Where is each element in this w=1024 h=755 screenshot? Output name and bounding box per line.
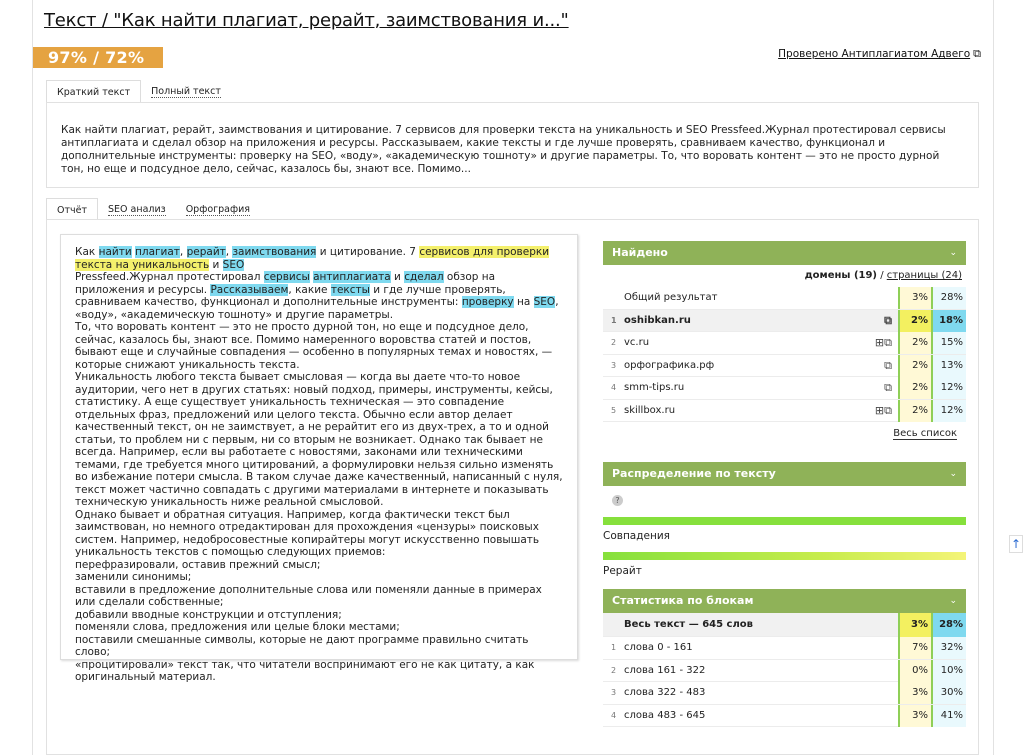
row-name: слова 322 - 483 (624, 687, 706, 698)
text-fragment: поменяли слова, предложения или целые блоки местами; (75, 621, 400, 633)
found-panel (603, 241, 966, 439)
row-number: 4 (611, 710, 617, 720)
text-fragment: Уникальность любого текста бывает смысловая — когда вы даете что-то новое аудитории, чего нет в других статьях: новый подход, примеры, инструменты, кейсы, статистику. А еще существует уникальность техническая — это совпадение отдельных фраз, предложений или целого текста. Обычно если автор делает качественный текст, он не заимствует, а не рерайтит его из двух-трех, а то и одной статьи, то проблем ни с первым, ни со вторым не возникает. Однако так бывает не всегда. Например, если вы работаете с новостями, законами или техническими темами, где требуется много цитирований, а формулировки нельзя сильно изменять во избежание потери смысла. В таком случае даже качественный, написанный с нуля, текст может частично совпадать с другими материалами в интернете и показывать техническую уникальность ниже реальной смысловой. (75, 371, 563, 508)
row-match-percent: 3% (898, 613, 931, 637)
row-number: 5 (611, 405, 617, 415)
highlighted-fragment[interactable]: SEO (222, 258, 245, 271)
stats-block-row[interactable] (603, 660, 966, 683)
row-name: слова 483 - 645 (624, 709, 706, 721)
text-fragment: перефразировали, оставив прежний смысл; (75, 558, 321, 571)
all-list-link[interactable] (603, 422, 966, 439)
tab-label: Полный текст (151, 86, 221, 97)
block-stats-panel (603, 589, 966, 727)
tab-label: Отчёт (57, 205, 88, 216)
verified-label[interactable]: Проверено Антиплагиатом Адвего (778, 48, 971, 60)
source-row[interactable] (603, 400, 966, 423)
row-name: слова 0 - 161 (624, 642, 693, 653)
pages-filter[interactable]: страницы (24) (886, 270, 962, 281)
external-link-icon[interactable]: ⧉ (884, 313, 892, 327)
stats-block-row[interactable] (603, 705, 966, 728)
row-number: 1 (611, 315, 617, 325)
row-match-percent: 3% (898, 682, 931, 704)
tab-short-text[interactable] (46, 80, 141, 102)
text-fragment: , «воду», «академическую тошноту» и другие параметры. (75, 296, 559, 321)
highlighted-fragment[interactable]: плагиат (135, 246, 180, 258)
source-row[interactable] (603, 377, 966, 400)
matches-bar[interactable] (603, 517, 966, 525)
row-match-percent: 0% (898, 660, 931, 682)
stats-title: Статистика по блокам (612, 594, 754, 607)
row-number: 2 (611, 665, 617, 675)
highlighted-fragment[interactable]: тексты (330, 283, 370, 296)
filter-separator: / (877, 270, 887, 281)
highlighted-fragment[interactable]: сервисы (263, 271, 310, 283)
text-fragment: добавили вводные конструкции и отступления; (75, 608, 342, 621)
found-rows (603, 287, 966, 422)
found-filter (603, 265, 966, 287)
stats-block-row[interactable] (603, 637, 966, 660)
row-match-percent: 2% (898, 400, 931, 422)
report-tabs (46, 198, 260, 220)
chevron-down-icon[interactable]: ⌄ (949, 469, 957, 479)
text-fragment: и цитирование. 7 (316, 246, 420, 258)
chevron-down-icon[interactable]: ⌄ (949, 248, 957, 258)
text-fragment: на (513, 296, 534, 308)
help-icon[interactable]: ? (612, 495, 623, 506)
text-fragment: «процитировали» текст так, что читатели воспринимают его не как цитату, а как оригинальный материал. (75, 658, 535, 683)
all-list-label[interactable]: Весь список (893, 428, 957, 439)
row-match-percent: 3% (898, 705, 931, 727)
text-fragment: Pressfeed.Журнал протестировал (75, 271, 264, 283)
row-number: 2 (611, 338, 617, 347)
tab-spelling[interactable] (176, 198, 260, 220)
distribution-header[interactable] (603, 462, 966, 486)
text-fragment: обзор на приложения и ресурсы. (75, 271, 496, 296)
row-rewrite-percent: 28% (931, 287, 966, 309)
row-rewrite-percent: 10% (931, 660, 966, 682)
external-link-icon[interactable]: ⊞⧉ (874, 336, 892, 349)
row-number: 4 (611, 383, 617, 392)
tab-label: Краткий текст (57, 87, 131, 98)
row-rewrite-percent: 13% (931, 355, 966, 377)
highlighted-fragment[interactable]: проверку (461, 296, 514, 308)
text-fragment: и где лучше проверять, сравниваем качество, функционал и дополнительные инструменты: (75, 283, 506, 308)
row-rewrite-percent: 32% (931, 637, 966, 659)
row-rewrite-percent: 12% (931, 377, 966, 399)
tab-seo-analysis[interactable] (98, 198, 176, 220)
source-domain[interactable]: vc.ru (624, 337, 650, 348)
row-match-percent: 2% (898, 310, 931, 332)
row-match-percent: 2% (898, 355, 931, 377)
tab-report[interactable] (46, 198, 98, 220)
highlighted-fragment[interactable]: рерайт (186, 246, 226, 258)
row-name: слова 161 - 322 (624, 664, 706, 676)
highlighted-fragment[interactable]: антиплагиата (313, 271, 391, 283)
row-number: 3 (611, 360, 617, 370)
source-domain[interactable]: oshibkan.ru (624, 314, 691, 326)
text-fragment: , (225, 246, 233, 258)
chevron-down-icon[interactable]: ⌄ (949, 596, 957, 606)
highlighted-fragment[interactable]: заимствования (232, 246, 317, 258)
text-fragment: и (390, 271, 405, 283)
external-link-icon[interactable]: ⊞⧉ (874, 403, 892, 417)
row-rewrite-percent: 30% (931, 682, 966, 704)
row-number: 3 (611, 688, 617, 697)
text-fragment: заменили синонимы; (75, 571, 192, 583)
source-row[interactable] (603, 355, 966, 378)
highlighted-fragment[interactable]: Рассказываем (210, 283, 289, 296)
source-domain[interactable]: smm-tips.ru (624, 382, 685, 393)
verified-link[interactable] (778, 47, 981, 61)
text-fragment: Однако бывает и обратная ситуация. Например, когда фактически текст был заимствован, но немного отредактирован для прохождения «цензуры» поисковых систем. Например, недобросовестные копирайтеры могут искусственно повышать уникальность текстов с помощью следующих приемов: (75, 508, 540, 558)
matches-label: Совпадения (603, 530, 670, 542)
found-header[interactable] (603, 241, 966, 265)
found-title: Найдено (612, 246, 668, 259)
external-link-icon: ⧉ (973, 47, 981, 60)
highlighted-fragment[interactable]: найти (98, 246, 132, 258)
highlighted-fragment[interactable]: сервисов для проверки текста на уникальность (75, 246, 550, 271)
domains-filter[interactable]: домены (19) (804, 270, 878, 281)
row-rewrite-percent: 28% (931, 613, 966, 637)
tab-full-text[interactable] (141, 80, 231, 102)
uniqueness-score-badge: 97% / 72% (33, 47, 163, 68)
tab-label: Орфография (185, 204, 250, 215)
source-domain[interactable]: skillbox.ru (624, 404, 676, 416)
highlighted-fragment[interactable]: SEO (533, 296, 556, 308)
highlighted-fragment[interactable]: сделал (404, 271, 444, 283)
distribution-title: Распределение по тексту (612, 467, 776, 480)
row-name: Общий результат (624, 292, 718, 303)
stats-block-row[interactable] (603, 682, 966, 705)
page-title[interactable]: Текст / "Как найти плагиат, рерайт, заимствования и..." (44, 10, 569, 31)
text-fragment: , какие (288, 283, 331, 296)
row-rewrite-percent: 12% (931, 400, 966, 422)
row-match-percent: 2% (898, 377, 931, 399)
text-fragment: , (179, 246, 187, 258)
short-text-panel: Как найти плагиат, рерайт, заимствования и цитирование. 7 сервисов для проверки текста на уникальность и SEO Pressfeed.Журнал протестировал сервисы антиплагиата и сделал обзор на приложения и ресурсы. Рассказываем, какие тексты и где лучше проверять, сравниваем качество, функционал и дополнительные инструменты: проверку на SEO, «воду», «академическую тошноту» и другие параметры. То, что воровать контент — это не просто дурной тон, но еще и подсудное дело, сейчас, казалось бы, знают все. Помимо... (46, 102, 979, 188)
row-match-percent: 7% (898, 637, 931, 659)
stats-header[interactable] (603, 589, 966, 613)
row-name: Весь текст — 645 слов (624, 619, 753, 630)
external-link-icon[interactable]: ⧉ (884, 358, 892, 372)
source-domain[interactable]: орфографика.рф (624, 359, 715, 371)
tab-label: SEO анализ (108, 204, 166, 215)
row-rewrite-percent: 41% (931, 705, 966, 727)
text-fragment: То, что воровать контент — это не просто дурной тон, но еще и подсудное дело, сейчас, казалось бы, знают все. Помимо намеренного воровства статей и постов, бывают еще и случайные совпадения — особенно в популярных темах и новостях, — которые снижают уникальность текста. (75, 321, 553, 371)
text-fragment: поставили смешанные символы, которые не дают программе правильно считать слово; (75, 633, 529, 658)
rewrite-bar[interactable] (603, 552, 966, 560)
article-text (60, 234, 578, 683)
stats-total-row[interactable] (603, 613, 966, 637)
external-link-icon[interactable]: ⧉ (884, 381, 892, 394)
row-rewrite-percent: 15% (931, 332, 966, 354)
row-number: 1 (611, 643, 617, 652)
row-rewrite-percent: 18% (931, 310, 966, 332)
row-match-percent: 2% (898, 332, 931, 354)
distribution-panel (603, 462, 966, 577)
total-result-row (603, 287, 966, 310)
text-fragment: вставили в предложение дополнительные слова или поменяли данные в примерах или сделали собственные; (75, 583, 542, 608)
rewrite-label: Рерайт (603, 565, 642, 577)
text-tabs (46, 80, 231, 102)
source-row[interactable] (603, 332, 966, 355)
text-fragment: и (209, 258, 223, 271)
text-fragment: Как (75, 246, 99, 258)
row-match-percent: 3% (898, 287, 931, 309)
source-row[interactable] (603, 310, 966, 333)
arrow-up-icon[interactable]: ↑ (1010, 537, 1022, 551)
